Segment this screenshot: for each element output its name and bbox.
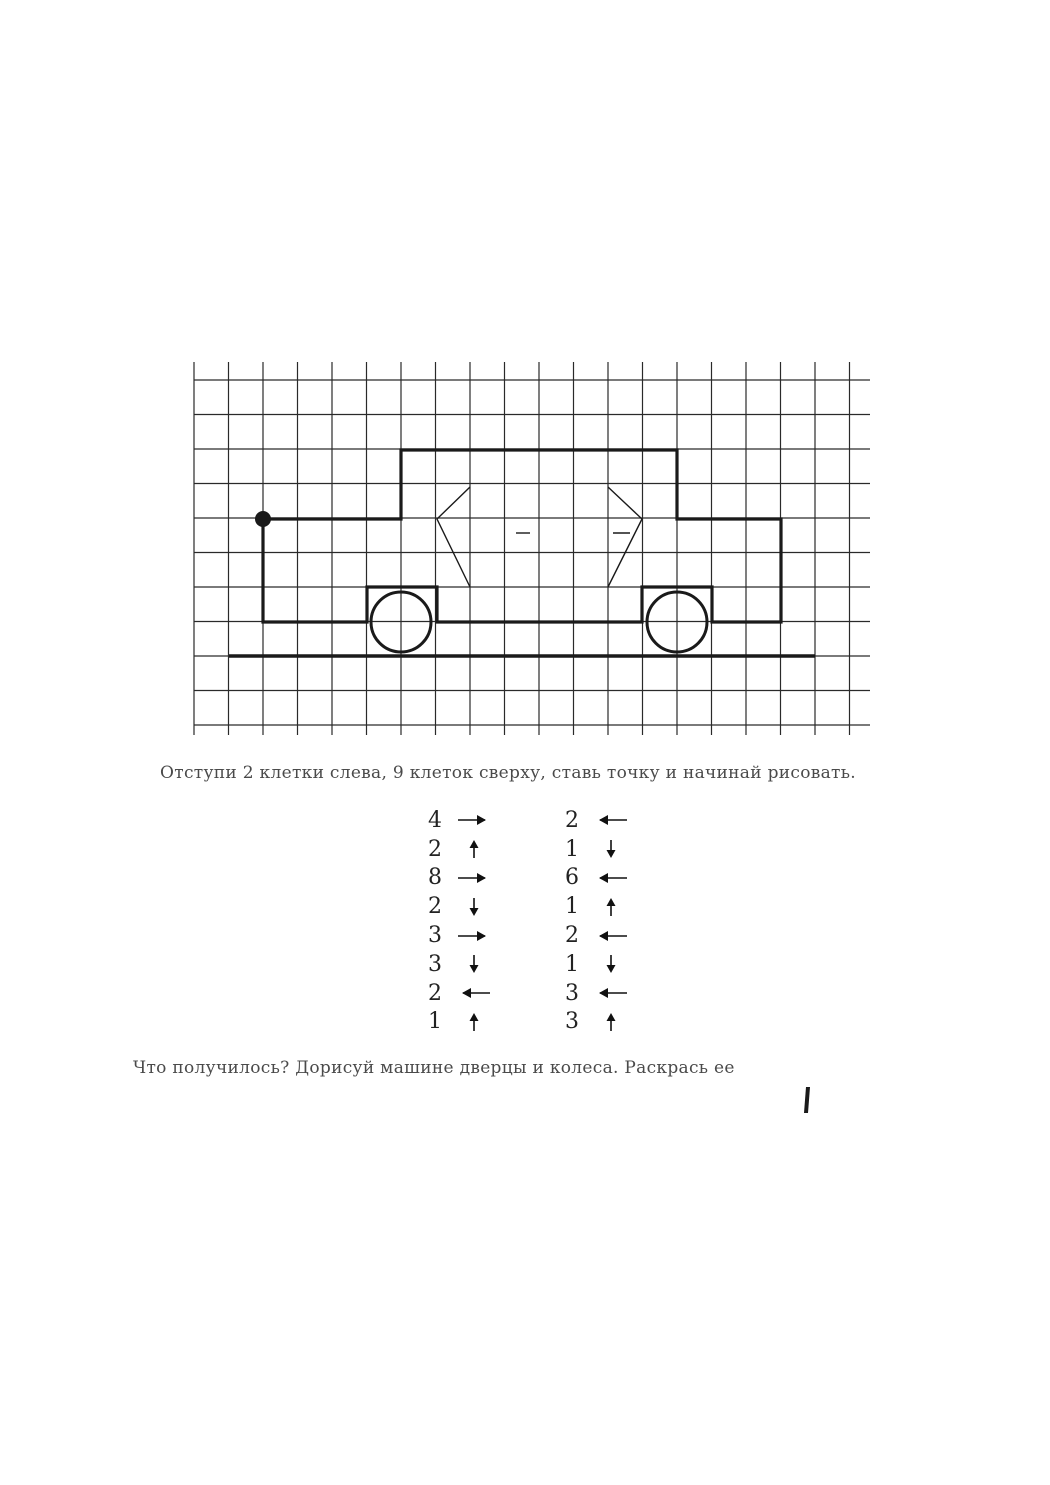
steps-column-left bbox=[418, 806, 496, 1036]
step-count: 2 bbox=[565, 807, 579, 833]
step-count: 3 bbox=[565, 1009, 579, 1035]
step-count: 6 bbox=[565, 865, 579, 891]
step-row bbox=[418, 806, 496, 835]
step-count: 2 bbox=[428, 836, 442, 862]
arrow-left-icon bbox=[589, 926, 633, 946]
arrow-right-icon bbox=[452, 810, 496, 830]
arrow-down-icon bbox=[589, 954, 633, 974]
step-row bbox=[418, 950, 496, 979]
step-count: 2 bbox=[428, 980, 442, 1006]
arrow-up-icon bbox=[452, 1012, 496, 1032]
car-body-outline bbox=[263, 450, 781, 622]
step-count: 1 bbox=[565, 836, 579, 862]
step-row bbox=[555, 806, 633, 835]
step-count: 3 bbox=[428, 951, 442, 977]
arrow-right-icon bbox=[452, 868, 496, 888]
arrow-up-icon bbox=[589, 897, 633, 917]
arrow-down-icon bbox=[452, 954, 496, 974]
arrow-left-icon bbox=[589, 983, 633, 1003]
steps-column-right bbox=[555, 806, 633, 1036]
start-point-dot bbox=[255, 511, 271, 527]
arrow-down-icon bbox=[452, 897, 496, 917]
front-window bbox=[437, 487, 470, 587]
arrow-up-icon bbox=[452, 839, 496, 859]
step-row bbox=[418, 892, 496, 921]
arrow-left-icon bbox=[452, 983, 496, 1003]
step-row bbox=[418, 835, 496, 864]
step-row bbox=[418, 864, 496, 893]
step-count: 2 bbox=[565, 923, 579, 949]
arrow-down-icon bbox=[589, 839, 633, 859]
step-row bbox=[418, 979, 496, 1008]
step-row bbox=[555, 835, 633, 864]
step-row bbox=[418, 921, 496, 950]
step-row bbox=[555, 921, 633, 950]
step-count: 4 bbox=[428, 807, 442, 833]
pencil-mark-icon bbox=[800, 1086, 814, 1116]
step-count: 1 bbox=[565, 951, 579, 977]
step-row bbox=[555, 892, 633, 921]
step-row bbox=[555, 1008, 633, 1037]
arrow-up-icon bbox=[589, 1012, 633, 1032]
question-text: Что получилось? Дорисуй машине дверцы и колеса. Раскрась ее bbox=[133, 1058, 735, 1078]
arrow-left-icon bbox=[589, 810, 633, 830]
graph-paper-grid bbox=[194, 362, 870, 735]
step-row bbox=[555, 864, 633, 893]
arrow-left-icon bbox=[589, 868, 633, 888]
step-count: 3 bbox=[565, 980, 579, 1006]
step-row bbox=[555, 979, 633, 1008]
step-count: 8 bbox=[428, 865, 442, 891]
step-count: 1 bbox=[428, 1009, 442, 1035]
arrow-right-icon bbox=[452, 926, 496, 946]
step-row bbox=[418, 1008, 496, 1037]
step-count: 2 bbox=[428, 894, 442, 920]
step-count: 3 bbox=[428, 923, 442, 949]
step-row bbox=[555, 950, 633, 979]
rear-window bbox=[608, 487, 642, 587]
instruction-text: Отступи 2 клетки слева, 9 клеток сверху, ставь точку и начинай рисовать. bbox=[160, 763, 857, 783]
step-count: 1 bbox=[565, 894, 579, 920]
